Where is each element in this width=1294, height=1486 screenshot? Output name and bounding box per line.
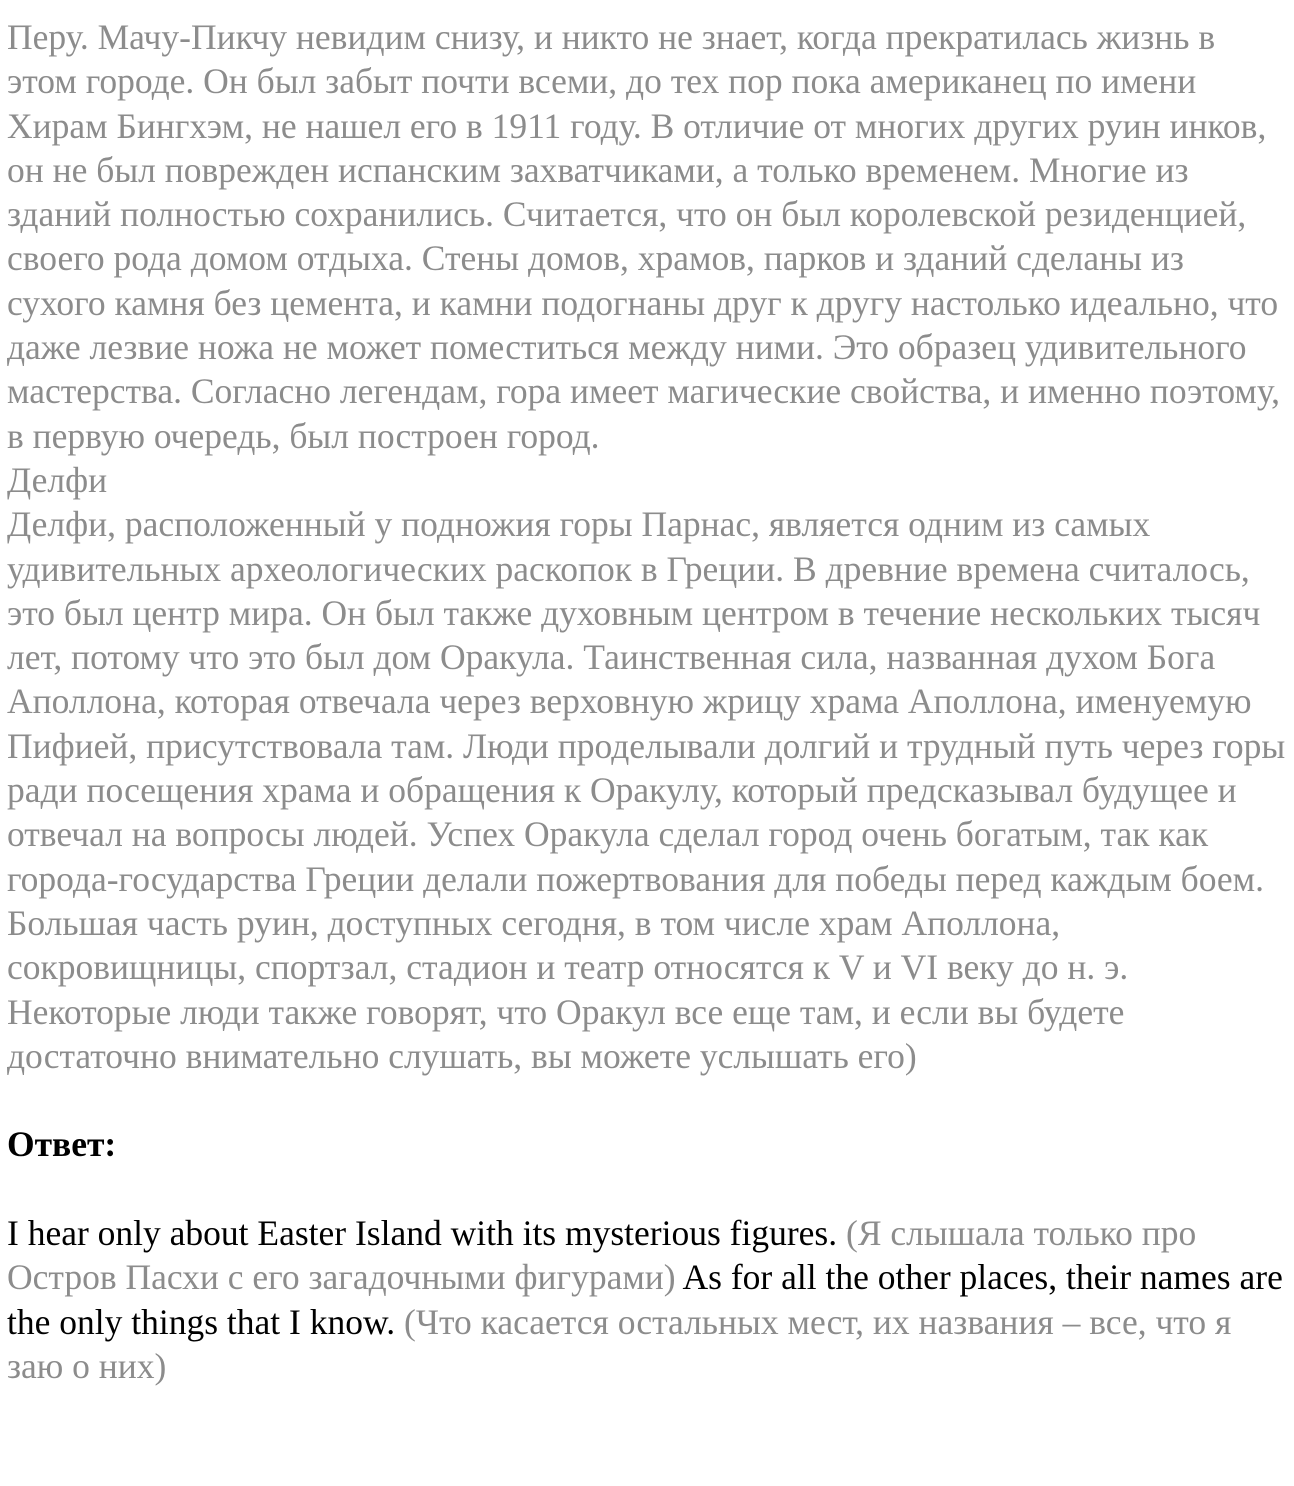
section-spacer (7, 1078, 1291, 1122)
delphi-heading: Делфи (7, 459, 108, 500)
answer-english-sentence-1: I hear only about Easter Island with its mysterious figures. (7, 1213, 838, 1254)
answer-russian-translation-1: (Я слышала только про Остров Пасхи с его загадочными фигурами) (7, 1213, 1197, 1298)
answer-russian-translation-2: (Что касается остальных мест, их названия – все, что я заю о них) (7, 1301, 1232, 1386)
answer-paragraph (7, 1211, 1291, 1388)
answer-label: Ответ: (7, 1124, 117, 1165)
machu-picchu-paragraph: Перу. Мачу-Пикчу невидим снизу, и никто не знает, когда прекратилась жизнь в этом городе. Он был забыт почти всеми, до тех пор пока американец по имени Хирам Бингхэм, не нашел его в 1911 году. В отличие от многих других руин инков, он не был поврежден испанским захватчиками, а только временем. Многие из зданий полностью сохранились. Считается, что он был королевской резиденцией, своего рода домом отдыха. Стены домов, храмов, парков и зданий сделаны из сухого камня без цемента, и камни подогнаны друг к другу настолько идеально, что даже лезвие ножа не может поместиться между ними. Это образец удивительного мастерства. Согласно легендам, гора имеет магические свойства, и именно поэтому, в первую очередь, был построен город. (7, 17, 1280, 456)
answer-spacer (7, 1167, 1291, 1211)
delphi-paragraph: Делфи, расположенный у подножия горы Парнас, является одним из самых удивительных археологических раскопок в Греции. В древние времена считалось, это был центр мира. Он был также духовным центром в течение нескольких тысяч лет, потому что это был дом Оракула. Таинственная сила, названная духом Бога Аполлона, которая отвечала через верховную жрицу храма Аполлона, именуемую Пифией, присутствовала там. Люди проделывали долгий и трудный путь через горы ради посещения храма и обращения к Оракулу, который предсказывал будущее и отвечал на вопросы людей. Успех Оракула сделал город очень богатым, так как города-государства Греции делали пожертвования для победы перед каждым боем. Большая часть руин, доступных сегодня, в том числе храм Аполлона, сокровищницы, спортзал, стадион и театр относятся к V и VI веку до н. э. Некоторые люди также говорят, что Оракул все еще там, и если вы будете достаточно внимательно слушать, вы можете услышать его) (7, 504, 1286, 1076)
document-page (7, 15, 1291, 1388)
answer-english-sentence-2: As for all the other places, their names are the only things that I know. (7, 1257, 1283, 1342)
